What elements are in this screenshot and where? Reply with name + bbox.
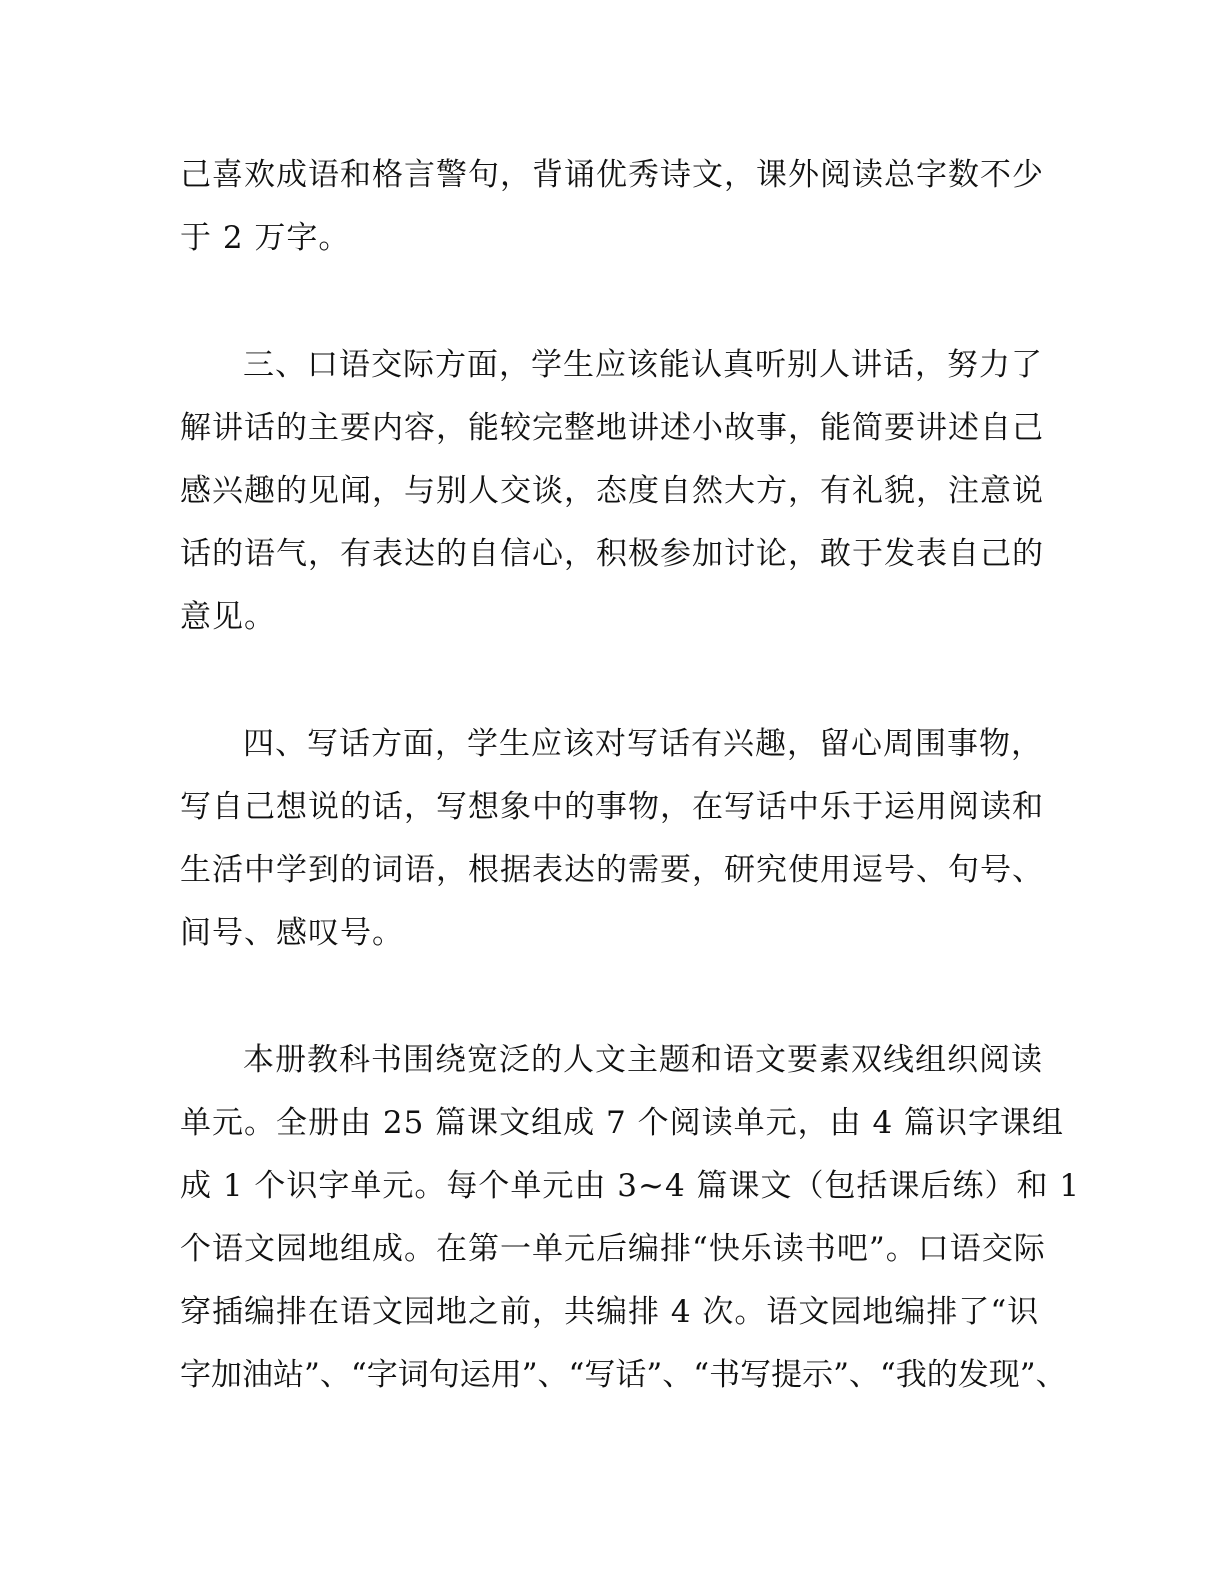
text-line: 生活中学到的词语，根据表达的需要，研究使用逗号、句号、 (180, 852, 1044, 888)
text-line: 三、口语交际方面，学生应该能认真听别人讲话，努力了 (243, 347, 1043, 383)
text-line: 感兴趣的见闻，与别人交谈，态度自然大方，有礼貌，注意说 (180, 473, 1044, 509)
text-line: 穿插编排在语文园地之前，共编排 4 次。语文园地编排了“识 (180, 1294, 1040, 1330)
text-line: 写自己想说的话，写想象中的事物，在写话中乐于运用阅读和 (180, 789, 1044, 825)
text-line: 于 2 万字。 (180, 220, 351, 256)
text-line: 个语文园地组成。在第一单元后编排“快乐读书吧”。口语交际 (180, 1231, 1046, 1267)
text-line: 解讲话的主要内容，能较完整地讲述小故事，能简要讲述自己 (180, 410, 1044, 446)
text-line: 本册教科书围绕宽泛的人文主题和语文要素双线组织阅读 (243, 1042, 1043, 1078)
text-line: 单元。全册由 25 篇课文组成 7 个阅读单元，由 4 篇识字课组 (180, 1105, 1065, 1141)
text-line: 己喜欢成语和格言警句，背诵优秀诗文，课外阅读总字数不少 (180, 157, 1044, 193)
text-line: 间号、感叹号。 (180, 915, 404, 951)
text-line: 四、写话方面，学生应该对写话有兴趣，留心周围事物， (243, 726, 1043, 762)
text-line: 成 1 个识字单元。每个单元由 3~4 篇课文（包括课后练）和 1 (180, 1168, 1081, 1204)
text-line: 话的语气，有表达的自信心，积极参加讨论，敢于发表自己的 (180, 536, 1044, 572)
text-line: 意见。 (180, 599, 276, 635)
text-line: 字加油站”、“字词句运用”、“写话”、“书写提示”、“我的发现”、 (180, 1357, 1067, 1393)
